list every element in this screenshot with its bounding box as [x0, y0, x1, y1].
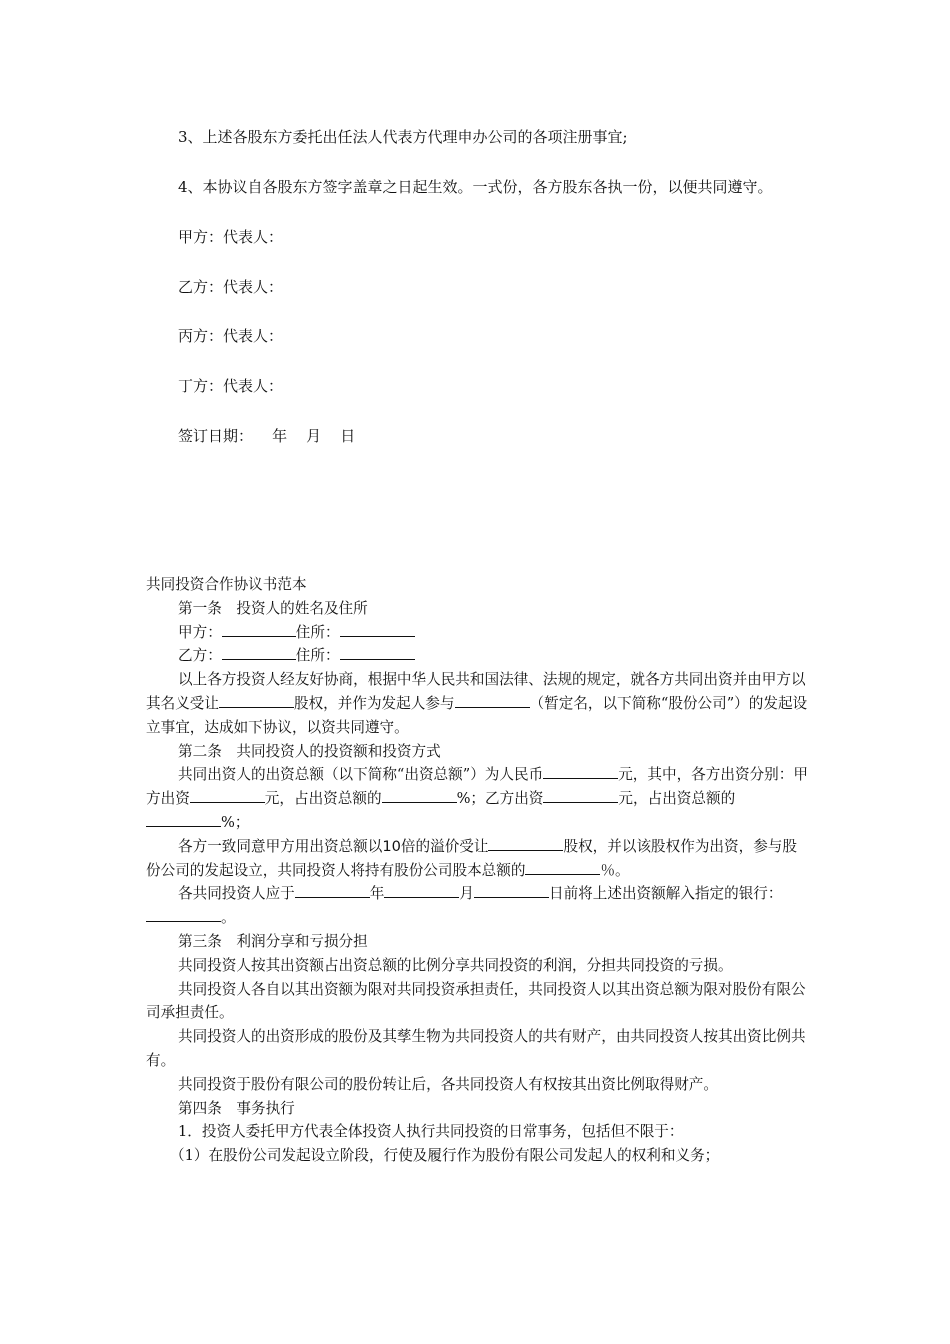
article-4-item-1: （1）在股份公司发起设立阶段，行使及履行作为股份有限公司发起人的权利和义务； — [170, 1147, 720, 1165]
article-3-heading: 第三条 利润分享和亏损分担 — [178, 932, 368, 950]
blank-line — [543, 763, 618, 779]
blank-line — [543, 787, 618, 803]
clause-3: 3、上述各股东方委托出任法人代表方代理申办公司的各项注册事宜; — [178, 128, 628, 146]
investment-agreement-template — [146, 573, 808, 1168]
party-a-info-line: 甲方： 住所： — [146, 621, 808, 645]
article-4-paragraph-1: 1．投资人委托甲方代表全体投资人执行共同投资的日常事务，包括但不限于： — [178, 1123, 684, 1141]
blank-line — [295, 882, 370, 898]
blank-line — [340, 644, 415, 660]
article-2-paragraph-1: 共同出资人的出资总额（以下简称“出资总额”）为人民币 元，其中，各方出资分别：甲方出资 元，占出资总额的 %；乙方出资 元，占出资总额的%； — [146, 763, 808, 834]
blank-line — [219, 692, 294, 708]
blank-line — [146, 811, 221, 827]
article-2-paragraph-3: 各共同投资人应于 年 月 日前将上述出资额解入指定的银行：。 — [146, 882, 808, 930]
party-b-signature-line: 乙方：代表人： — [178, 278, 284, 296]
article-2-paragraph-2: 各方一致同意甲方用出资总额以10倍的溢价受让 股权，并以该股权作为出资，参与股份公司的发起设立，共同投资人将持有股份公司股本总额的 ％。 — [146, 835, 808, 883]
party-b-info-line: 乙方： 住所： — [146, 644, 808, 668]
blank-line — [222, 621, 296, 637]
blank-line — [340, 621, 415, 637]
party-c-signature-line: 丙方：代表人： — [178, 327, 284, 345]
blank-line — [455, 692, 530, 708]
article-3-paragraph-1: 共同投资人按其出资额占出资总额的比例分享共同投资的利润，分担共同投资的亏损。 — [178, 956, 733, 974]
blank-line — [474, 882, 549, 898]
signing-date-line: 签订日期： 年 月 日 — [178, 427, 356, 445]
blank-line — [382, 787, 457, 803]
article-3-paragraph-3: 共同投资人的出资形成的股份及其孳生物为共同投资人的共有财产，由共同投资人按其出资比例共有。 — [146, 1028, 806, 1069]
blank-line — [190, 787, 265, 803]
article-3-paragraph-2: 共同投资人各自以其出资额为限对共同投资承担责任，共同投资人以其出资总额为限对股份有限公司承担责任。 — [146, 980, 806, 1022]
party-d-signature-line: 丁方：代表人： — [178, 377, 284, 395]
blank-line — [222, 644, 296, 660]
blank-line — [146, 906, 221, 922]
article-1-heading: 第一条 投资人的姓名及住所 — [178, 599, 368, 617]
article-4-heading: 第四条 事务执行 — [178, 1099, 295, 1117]
document-title: 共同投资合作协议书范本 — [146, 576, 307, 593]
clause-4: 4、本协议自各股东方签字盖章之日起生效。一式份，各方股东各执一份，以便共同遵守。 — [178, 178, 773, 196]
blank-line — [488, 835, 563, 851]
article-1-paragraph: 以上各方投资人经友好协商，根据中华人民共和国法律、法规的规定，就各方共同出资并由甲方以其名义受让 股权，并作为发起人参与 （暂定名，以下简称“股份公司”）的发起设立事宜，达成如下协议，以资共同遵守。 — [146, 671, 808, 736]
blank-line — [525, 859, 600, 875]
article-3-paragraph-4: 共同投资于股份有限公司的股份转让后，各共同投资人有权按其出资比例取得财产。 — [178, 1075, 718, 1093]
blank-line — [384, 882, 459, 898]
article-2-heading: 第二条 共同投资人的投资额和投资方式 — [178, 742, 441, 760]
party-a-signature-line: 甲方：代表人： — [178, 228, 284, 246]
